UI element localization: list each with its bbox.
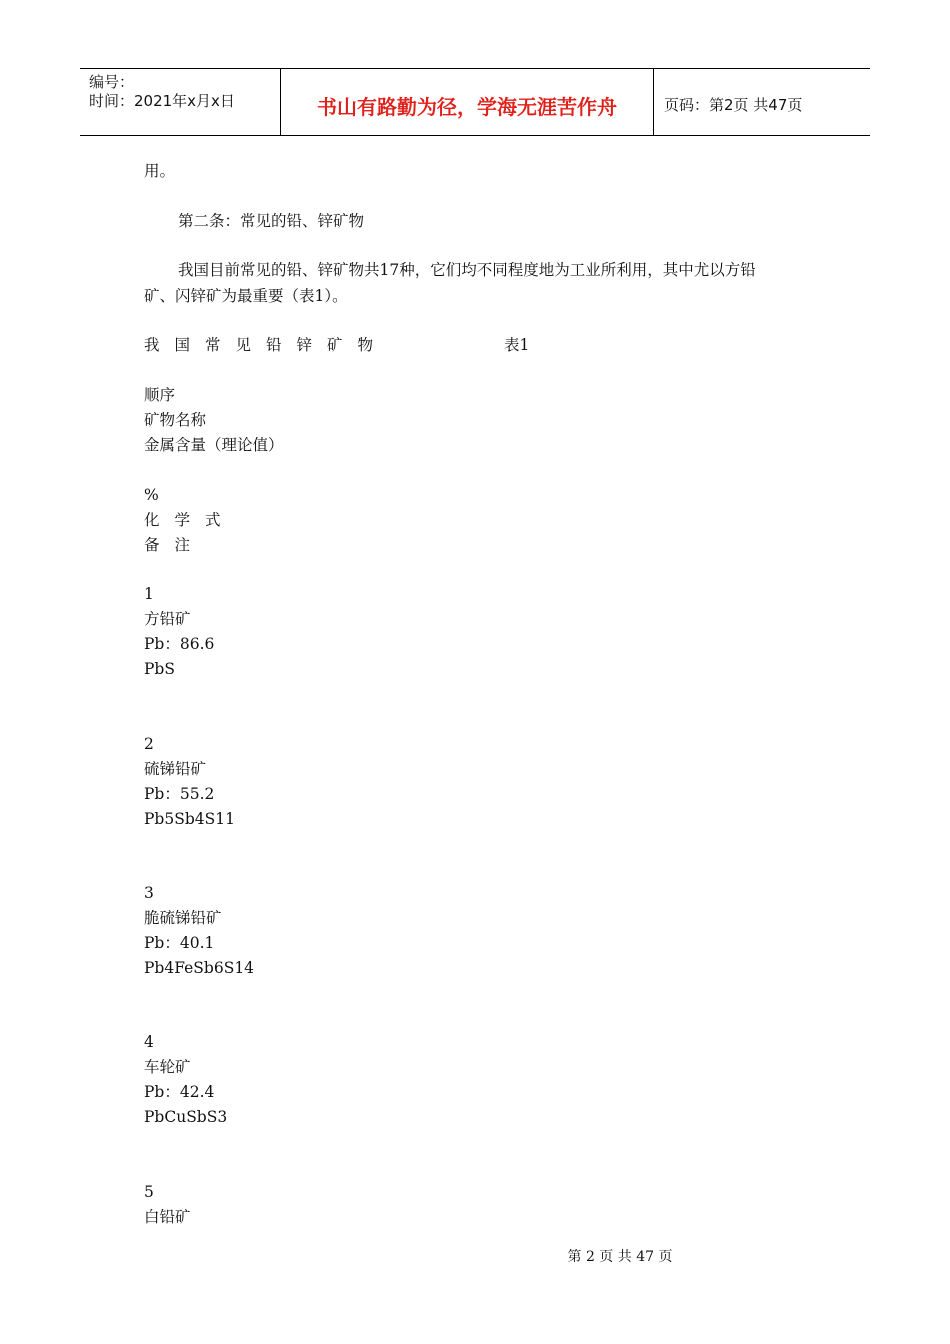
- row-number: 5: [144, 1183, 154, 1201]
- row-number: 1: [144, 585, 154, 603]
- row-number: 4: [144, 1033, 154, 1051]
- row-metal-content: Pb：55.2: [144, 785, 215, 803]
- page-footer: 第 2 页 共 47 页: [567, 1249, 673, 1265]
- table-number: 表1: [504, 336, 530, 354]
- paragraph-line-1: 我国目前常见的铅、锌矿物共17种，它们均不同程度地为工业所利用，其中尤以方铅: [178, 261, 756, 279]
- column-metal: 金属含量（理论值）: [144, 436, 284, 454]
- column-name: 矿物名称: [144, 411, 207, 429]
- document-header: [80, 68, 870, 136]
- header-page-info: 页码：第2页 共47页: [664, 95, 803, 114]
- row-metal-content: Pb：86.6: [144, 635, 215, 653]
- column-seq: 顺序: [144, 386, 176, 404]
- row-number: 3: [144, 884, 154, 902]
- row-mineral-name: 脆硫锑铅矿: [144, 909, 222, 927]
- header-motto: 书山有路勤为径，学海无涯苦作舟: [281, 69, 654, 135]
- continuation-text: 用。: [144, 162, 176, 180]
- row-formula: PbS: [144, 660, 175, 678]
- row-metal-content: Pb：42.4: [144, 1083, 215, 1101]
- table-title: 我国常见铅锌矿物: [144, 336, 389, 354]
- row-number: 2: [144, 735, 154, 753]
- header-meta: [80, 69, 281, 135]
- row-metal-content: Pb：40.1: [144, 934, 215, 952]
- row-mineral-name: 车轮矿: [144, 1058, 191, 1076]
- column-remark: 备注: [144, 536, 206, 554]
- column-formula: 化学式: [144, 511, 236, 529]
- header-code-label: 编号：: [89, 73, 135, 91]
- row-formula: PbCuSbS3: [144, 1108, 228, 1126]
- header-date-label: 时间：2021年x月x日: [89, 92, 235, 110]
- row-mineral-name: 方铅矿: [144, 610, 191, 628]
- row-formula: Pb4FeSb6S14: [144, 959, 255, 977]
- column-percent: %: [144, 486, 159, 504]
- paragraph-line-2: 矿、闪锌矿为最重要（表1）。: [144, 287, 348, 305]
- row-mineral-name: 白铅矿: [144, 1208, 191, 1226]
- row-formula: Pb5Sb4S11: [144, 810, 235, 828]
- row-mineral-name: 硫锑铅矿: [144, 760, 207, 778]
- article-title: 第二条：常见的铅、锌矿物: [178, 212, 365, 230]
